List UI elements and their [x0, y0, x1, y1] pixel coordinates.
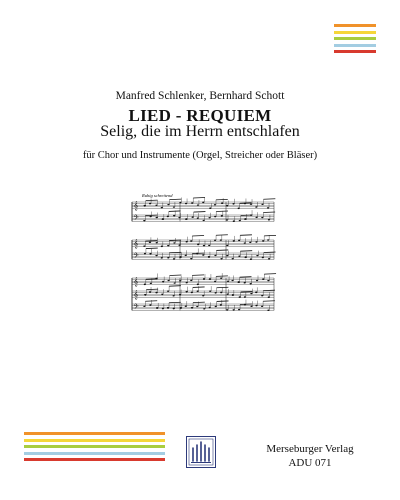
note-head — [190, 240, 192, 242]
note-head — [238, 240, 240, 242]
stripe-4 — [334, 44, 376, 47]
note-beam — [146, 200, 158, 201]
note-head — [208, 245, 210, 247]
note-beam — [145, 301, 157, 302]
note-head — [209, 278, 211, 280]
note-head — [162, 308, 164, 310]
note-head — [179, 280, 181, 282]
note-beam — [217, 301, 229, 302]
note-head — [220, 277, 222, 279]
note-head — [221, 202, 223, 204]
clef-icon: 𝄞 — [133, 201, 139, 210]
note-beam — [216, 276, 228, 277]
note-head — [214, 204, 216, 206]
note-head — [162, 281, 164, 283]
score-excerpt-image — [128, 186, 278, 326]
note-beam — [146, 248, 158, 249]
clef-icon: 𝄢 — [133, 303, 139, 312]
note-beam — [240, 304, 252, 305]
clef-icon: 𝄞 — [133, 277, 139, 286]
note-head — [227, 293, 229, 295]
note-beam — [241, 292, 253, 293]
note-head — [227, 280, 229, 282]
note-head — [262, 257, 264, 259]
note-beam — [264, 235, 276, 236]
note-head — [144, 205, 146, 207]
note-head — [167, 290, 169, 292]
note-head — [197, 284, 199, 286]
score-tempo-marking: Ruhig schreitend — [142, 193, 173, 198]
note-head — [232, 258, 234, 260]
note-head — [156, 217, 158, 219]
note-head — [238, 281, 240, 283]
note-head — [214, 216, 216, 218]
note-head — [203, 245, 205, 247]
note-head — [261, 305, 263, 307]
clef-icon: 𝄢 — [133, 252, 139, 261]
publisher-block — [240, 442, 380, 470]
note-head — [220, 258, 222, 260]
note-beam — [216, 199, 228, 200]
note-head — [144, 294, 146, 296]
note-head — [226, 205, 228, 207]
note-head — [256, 280, 258, 282]
stripe-3 — [334, 37, 376, 40]
note-head — [156, 307, 158, 309]
note-head — [191, 292, 193, 294]
note-head — [143, 220, 145, 222]
note-head — [226, 219, 228, 221]
note-beam — [192, 235, 204, 236]
note-head — [239, 296, 241, 298]
stripe-3 — [24, 445, 165, 448]
note-beam — [216, 235, 228, 236]
note-beam — [169, 199, 181, 200]
note-head — [255, 216, 257, 218]
note-beam — [146, 289, 158, 290]
note-head — [190, 258, 192, 260]
note-head — [167, 257, 169, 259]
note-beam — [240, 235, 252, 236]
note-head — [167, 280, 169, 282]
note-head — [149, 242, 151, 244]
note-head — [261, 217, 263, 219]
note-head — [214, 255, 216, 257]
note-beam — [216, 211, 228, 212]
note-head — [203, 278, 205, 280]
note-head — [238, 309, 240, 311]
note-head — [179, 202, 181, 204]
clef-icon: 𝄞 — [133, 290, 139, 299]
note-head — [178, 217, 180, 219]
note-beam — [169, 286, 181, 287]
note-head — [167, 204, 169, 206]
note-head — [161, 257, 163, 259]
note-head — [267, 309, 269, 311]
note-head — [244, 242, 246, 244]
note-head — [150, 283, 152, 285]
note-beam — [193, 287, 205, 288]
authors: Manfred Schlenker, Bernhard Schott — [115, 90, 285, 102]
note-head — [220, 292, 222, 294]
note-head — [173, 242, 175, 244]
note-head — [220, 304, 222, 306]
note-head — [249, 241, 251, 243]
note-head — [239, 220, 241, 222]
note-head — [190, 280, 192, 282]
note-head — [179, 294, 181, 296]
note-head — [196, 306, 198, 308]
note-head — [186, 291, 188, 293]
note-head — [174, 282, 176, 284]
note-head — [143, 245, 145, 247]
note-head — [255, 206, 257, 208]
note-head — [250, 258, 252, 260]
note-head — [244, 282, 246, 284]
note-head — [209, 290, 211, 292]
note-head — [232, 203, 234, 205]
note-head — [244, 296, 246, 298]
note-head — [185, 255, 187, 257]
note-head — [149, 304, 151, 306]
note-head — [202, 254, 204, 256]
note-head — [262, 278, 264, 280]
note-beam — [264, 252, 276, 253]
note-beam — [263, 290, 275, 291]
stripe-2 — [334, 31, 376, 34]
note-beam — [240, 277, 252, 278]
note-head — [191, 202, 193, 204]
stripe-5 — [24, 458, 165, 461]
note-head — [255, 292, 257, 294]
work-title: LIED - REQUIEM — [128, 106, 272, 125]
note-beam — [169, 240, 181, 241]
note-beam — [241, 215, 253, 216]
note-head — [256, 255, 258, 257]
note-head — [245, 257, 247, 259]
note-head — [238, 208, 240, 210]
catalog-number: ADU 071 — [288, 457, 332, 469]
note-head — [186, 241, 188, 243]
note-head — [162, 218, 164, 220]
note-head — [255, 241, 257, 243]
note-head — [161, 246, 163, 248]
note-beam — [192, 253, 204, 254]
note-head — [191, 307, 193, 309]
note-beam — [145, 215, 157, 216]
note-head — [178, 244, 180, 246]
note-beam — [216, 250, 228, 251]
note-head — [155, 204, 157, 206]
note-beam — [170, 275, 182, 276]
note-head — [143, 305, 145, 307]
work-subtitle: Selig, die im Herrn entschlafen — [100, 123, 300, 140]
note-beam — [192, 275, 204, 276]
note-head — [203, 220, 205, 222]
note-head — [149, 291, 151, 293]
note-head — [208, 256, 210, 258]
note-head — [149, 203, 151, 205]
note-head — [214, 239, 216, 241]
note-head — [155, 292, 157, 294]
note-head — [185, 203, 187, 205]
clef-icon: 𝄞 — [133, 239, 139, 248]
note-head — [262, 240, 264, 242]
note-beam — [217, 287, 229, 288]
note-head — [156, 242, 158, 244]
clef-icon: 𝄢 — [133, 214, 139, 223]
stripe-1 — [334, 24, 376, 27]
stripe-2 — [24, 439, 165, 442]
note-head — [192, 216, 194, 218]
note-beam — [169, 302, 181, 303]
note-beam — [240, 203, 252, 204]
note-head — [267, 239, 269, 241]
note-head — [144, 253, 146, 255]
note-head — [209, 307, 211, 309]
note-head — [215, 306, 217, 308]
note-head — [173, 215, 175, 217]
note-head — [220, 239, 222, 241]
note-head — [268, 296, 270, 298]
note-head — [250, 203, 252, 205]
note-head — [161, 207, 163, 209]
note-head — [226, 255, 228, 257]
note-beam — [263, 212, 275, 213]
note-head — [250, 305, 252, 307]
publisher-logo — [186, 436, 216, 468]
note-head — [250, 283, 252, 285]
note-head — [155, 255, 157, 257]
note-beam — [264, 274, 276, 275]
note-head — [215, 292, 217, 294]
note-head — [238, 255, 240, 257]
note-head — [185, 305, 187, 307]
note-beam — [263, 301, 275, 302]
stripe-4 — [24, 452, 165, 455]
note-head — [268, 258, 270, 260]
note-head — [173, 206, 175, 208]
note-head — [202, 295, 204, 297]
note-head — [267, 207, 269, 209]
note-head — [172, 295, 174, 297]
note-head — [179, 256, 181, 258]
note-head — [202, 202, 204, 204]
note-head — [267, 280, 269, 282]
stripe-1 — [24, 432, 165, 435]
note-beam — [193, 198, 205, 199]
note-head — [226, 245, 228, 247]
note-head — [221, 215, 223, 217]
note-head — [232, 294, 234, 296]
note-head — [173, 308, 175, 310]
publisher-name: Merseburger Verlag — [266, 443, 354, 455]
note-head — [167, 245, 169, 247]
note-beam — [169, 252, 181, 253]
note-beam — [193, 302, 205, 303]
note-head — [186, 282, 188, 284]
note-beam — [145, 241, 157, 242]
note-head — [197, 217, 199, 219]
note-head — [173, 258, 175, 260]
note-head — [209, 207, 211, 209]
note-head — [167, 216, 169, 218]
note-head — [149, 253, 151, 255]
stripe-5 — [334, 50, 376, 53]
note-head — [268, 219, 270, 221]
note-head — [197, 204, 199, 206]
note-head — [250, 293, 252, 295]
note-beam — [169, 211, 181, 212]
decorative-stripes-top — [334, 24, 376, 57]
note-head — [208, 217, 210, 219]
note-head — [214, 281, 216, 283]
note-head — [233, 309, 235, 311]
note-head — [197, 290, 199, 292]
note-beam — [146, 279, 158, 280]
note-head — [167, 307, 169, 309]
note-head — [233, 240, 235, 242]
note-head — [261, 203, 263, 205]
note-head — [244, 218, 246, 220]
decorative-stripes-bottom — [24, 432, 165, 465]
note-head — [231, 280, 233, 282]
note-head — [226, 309, 228, 311]
note-head — [144, 284, 146, 286]
note-head — [161, 293, 163, 295]
note-head — [197, 244, 199, 246]
note-head — [261, 295, 263, 297]
note-beam — [240, 251, 252, 252]
note-head — [233, 220, 235, 222]
note-head — [255, 305, 257, 307]
note-beam — [264, 199, 276, 200]
note-head — [150, 216, 152, 218]
note-head — [203, 308, 205, 310]
instrumentation: für Chor und Instrumente (Orgel, Streicher oder Bläser) — [82, 150, 318, 161]
note-beam — [194, 212, 206, 213]
note-head — [180, 307, 182, 309]
note-head — [185, 218, 187, 220]
